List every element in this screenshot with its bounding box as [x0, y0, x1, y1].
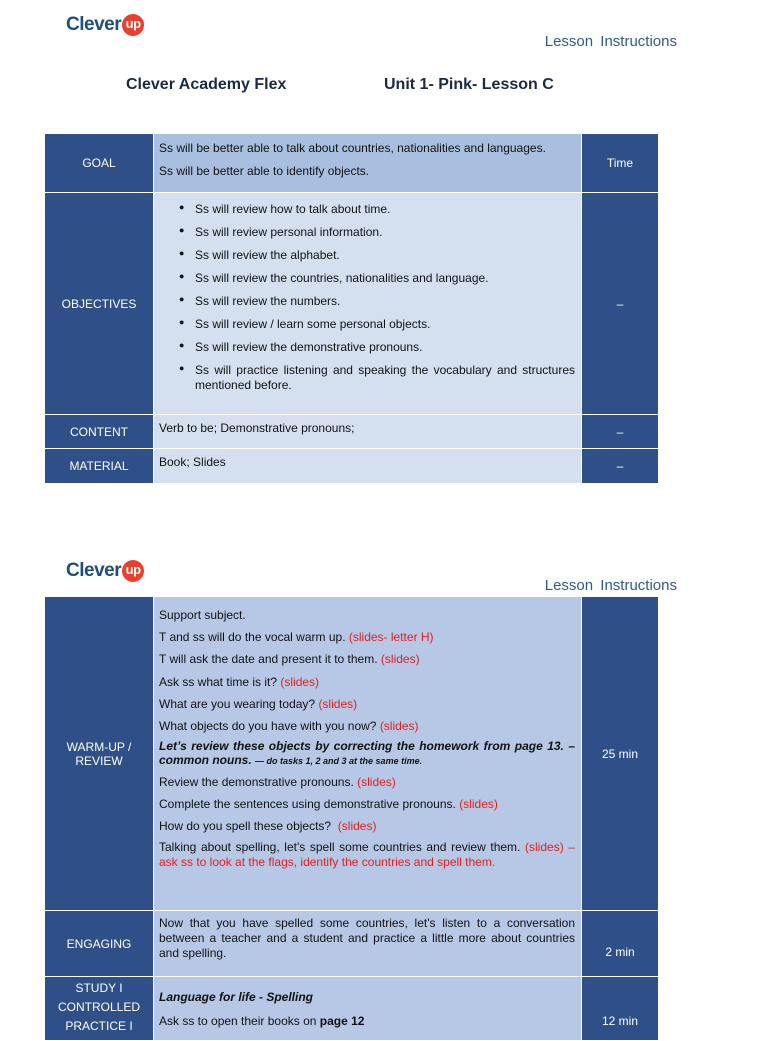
- unit-title: Unit 1- Pink- Lesson C: [384, 76, 554, 93]
- logo-text: Clever: [66, 560, 122, 581]
- warmup-line: What objects do you have with you now? (slides): [159, 718, 419, 733]
- warmup-line: Ask ss what time is it? (slides): [159, 674, 320, 689]
- goal-label: GOAL: [45, 134, 154, 193]
- warmup-line: Review the demonstrative pronouns. (slides): [159, 774, 396, 789]
- lesson-procedure-table: [44, 596, 659, 1041]
- content-label: CONTENT: [45, 415, 154, 449]
- study-time: 12 min: [582, 977, 659, 1041]
- warmup-line: Support subject.: [159, 608, 246, 622]
- logo-text: Clever: [66, 14, 122, 35]
- engaging-label: ENGAGING: [45, 911, 154, 977]
- goal-line-1: Ss will be better able to talk about countries, nationalities and languages.: [159, 141, 546, 155]
- warmup-label: WARM-UP / REVIEW: [66, 739, 132, 768]
- warmup-row: [45, 597, 659, 911]
- objectives-list: [175, 202, 575, 393]
- homework-instruction: Let’s review these objects by correcting the homework from page 13. – common nouns. — do tasks 1, 2 and 3 at the same time.: [159, 739, 575, 767]
- warmup-time: 25 min: [582, 597, 659, 911]
- engaging-row: [45, 911, 659, 977]
- time-header: Time: [582, 134, 659, 193]
- objective-item: ● Ss will review the countries, nationalities and language.: [195, 271, 575, 286]
- content-time: –: [582, 415, 659, 449]
- warmup-line: T will ask the date and present it to them. (slides): [159, 652, 420, 667]
- content-row: [45, 415, 659, 449]
- study-label-line2: CONTROLLED: [57, 1000, 140, 1015]
- study-text: Ask ss to open their books on page 12: [159, 1014, 365, 1029]
- spelling-instruction: Talking about spelling, let's spell some countries and review them. (slides) – ask ss to look at the flags, identify the countries and spell them.: [159, 840, 575, 869]
- warmup-line: How do you spell these objects? (slides): [159, 819, 377, 834]
- goal-row: [45, 134, 659, 193]
- logo-badge-icon: up: [122, 14, 144, 36]
- material-time: –: [582, 449, 659, 484]
- clever-up-logo: [66, 14, 144, 36]
- goal-line-2: Ss will be better able to identify objects.: [159, 164, 370, 179]
- study-heading: Language for life - Spelling: [159, 990, 314, 1004]
- lesson-instructions-header: Lesson Instructions: [544, 577, 677, 594]
- clever-up-logo: [66, 560, 144, 582]
- objectives-time: –: [582, 193, 659, 415]
- study-row: [45, 977, 659, 1041]
- objective-item: ● Ss will review how to talk about time.: [195, 202, 575, 217]
- objective-item: ● Ss will review personal information.: [195, 225, 575, 240]
- objective-item: ● Ss will practice listening and speaking the vocabulary and structures mentioned before.: [195, 363, 575, 393]
- document-title: Clever Academy Flex: [126, 76, 287, 93]
- lesson-instructions-header: Lesson Instructions: [544, 33, 677, 50]
- material-label: MATERIAL: [45, 449, 154, 484]
- objectives-label: OBJECTIVES: [45, 193, 154, 415]
- study-label-line1: STUDY I: [75, 981, 123, 995]
- logo-badge-icon: up: [122, 560, 144, 582]
- warmup-line: T and ss will do the vocal warm up. (slides- letter H): [159, 630, 434, 645]
- lesson-overview-table: [44, 133, 659, 484]
- engaging-text: Now that you have spelled some countries, let's listen to a conversation between a teacher and a student and practice a little more about countries and spelling.: [159, 916, 575, 960]
- engaging-time: 2 min: [582, 911, 659, 977]
- content-text: Verb to be; Demonstrative pronouns;: [159, 421, 355, 435]
- study-label-line3: PRACTICE I: [65, 1019, 133, 1034]
- objective-item: ● Ss will review the demonstrative pronouns.: [195, 340, 575, 355]
- objectives-row: [45, 193, 659, 415]
- objective-item: ● Ss will review the alphabet.: [195, 248, 575, 263]
- objective-item: ● Ss will review / learn some personal objects.: [195, 317, 575, 332]
- material-text: Book; Slides: [159, 455, 226, 469]
- warmup-line: What are you wearing today? (slides): [159, 696, 358, 711]
- objective-item: ● Ss will review the numbers.: [195, 294, 575, 309]
- warmup-line: Complete the sentences using demonstrative pronouns. (slides): [159, 796, 498, 811]
- material-row: [45, 449, 659, 484]
